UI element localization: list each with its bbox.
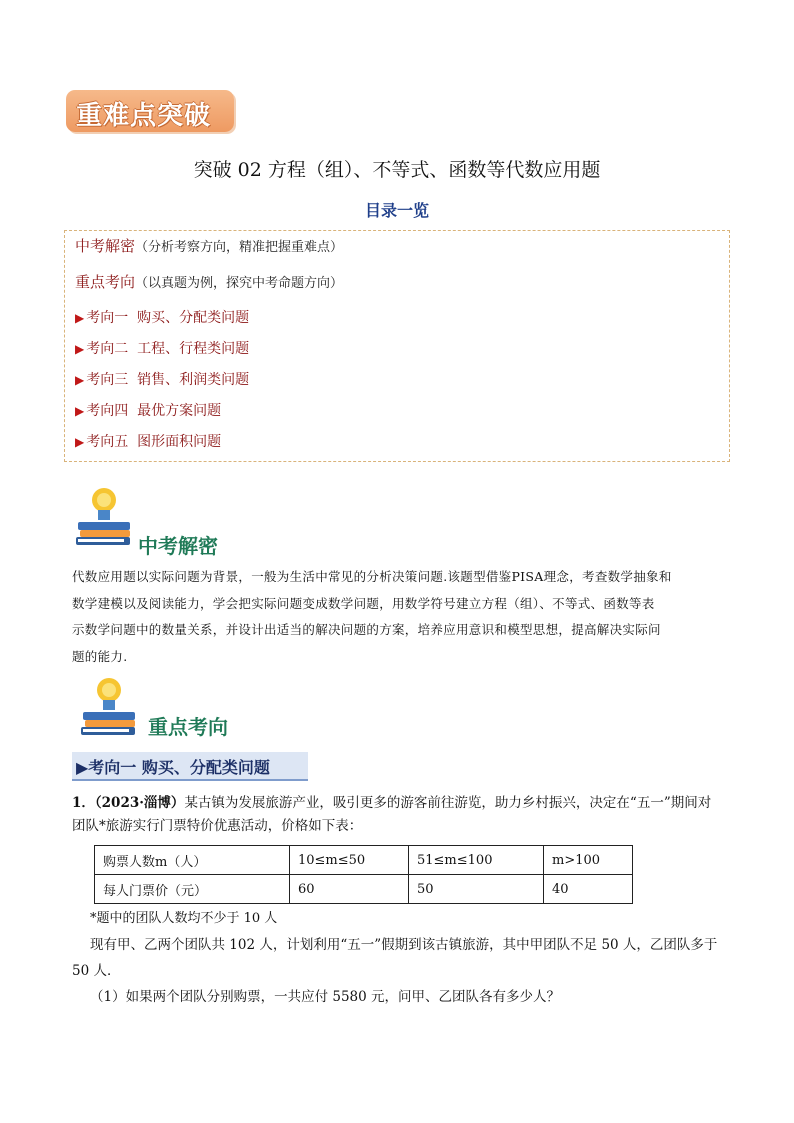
sub-question: （1）如果两个团队分别购票，一共应付 5580 元，问甲、乙团队各有多少人？ bbox=[90, 989, 561, 1005]
toc-heading: 目录一览 bbox=[364, 201, 429, 220]
triangle-bullet-icon: ▶ bbox=[75, 342, 85, 356]
table-cell: 购票人数m（人） bbox=[95, 846, 290, 875]
question-text: 某古镇为发展旅游产业，吸引更多的游客前往游览，助力乡村振兴，决定在“五一”期间对 bbox=[184, 795, 712, 811]
table-cell: 10≤m≤50 bbox=[290, 846, 409, 875]
topic-bar-text: ▶考向一 购买、分配类问题 bbox=[76, 758, 270, 777]
page-title: 突破 02 方程（组）、不等式、函数等代数应用题 bbox=[193, 159, 601, 181]
question-line bbox=[72, 793, 732, 814]
table-cell: m>100 bbox=[544, 846, 633, 875]
table-note: *题中的团队人数均不少于 10 人 bbox=[90, 911, 278, 926]
question-number: 1． bbox=[72, 795, 95, 811]
toc-item-text: 最优方案问题 bbox=[137, 403, 222, 419]
question-line: 团队*旅游实行门票特价优惠活动，价格如下表： bbox=[72, 818, 363, 834]
triangle-bullet-icon: ▶ bbox=[75, 404, 85, 418]
toc-head-1[interactable] bbox=[75, 235, 343, 256]
toc-box bbox=[64, 230, 730, 462]
table-cell: 40 bbox=[544, 875, 633, 904]
toc-item-text: 工程、行程类问题 bbox=[137, 341, 250, 357]
lightbulb-books-icon bbox=[80, 676, 142, 742]
toc-item-tag: 考向四 bbox=[86, 403, 129, 419]
section-title-decode: 中考解密 bbox=[138, 534, 218, 558]
toc-head-label: 重点考向 bbox=[75, 273, 136, 291]
toc-item-5[interactable] bbox=[75, 431, 221, 451]
toc-item-tag: 考向二 bbox=[86, 341, 129, 357]
table-cell: 每人门票价（元） bbox=[95, 875, 290, 904]
table-row bbox=[95, 875, 633, 904]
price-table bbox=[94, 845, 633, 904]
question-paragraph: 现有甲、乙两个团队共 102 人，计划利用“五一”假期到该古镇旅游，其中甲团队不足 50 人，乙团队多于 bbox=[90, 937, 718, 953]
intro-line: 示数学问题中的数量关系，并设计出适当的解决问题的方案，培养应用意识和模型思想，提高解决实际问 bbox=[72, 622, 661, 637]
topic-bar bbox=[72, 752, 308, 781]
toc-item-tag: 考向一 bbox=[86, 310, 129, 326]
triangle-bullet-icon: ▶ bbox=[75, 373, 85, 387]
triangle-bullet-icon: ▶ bbox=[75, 311, 85, 325]
section-title-focus: 重点考向 bbox=[148, 715, 228, 739]
table-cell: 60 bbox=[290, 875, 409, 904]
intro-line: 题的能力. bbox=[72, 648, 128, 664]
table-row bbox=[95, 846, 633, 875]
toc-item-text: 销售、利润类问题 bbox=[137, 372, 250, 388]
toc-item-2[interactable] bbox=[75, 338, 249, 358]
toc-head-label: 中考解密 bbox=[75, 237, 136, 255]
table-cell: 51≤m≤100 bbox=[409, 846, 544, 875]
intro-line: 数学建模以及阅读能力，学会把实际问题变成数学问题，用数学符号建立方程（组）、不等式、函数等表 bbox=[72, 595, 655, 611]
intro-paragraph bbox=[72, 564, 722, 670]
toc-head-note: （分析考察方向，精准把握重难点） bbox=[135, 240, 344, 255]
toc-head-note: （以真题为例，探究中考命题方向） bbox=[135, 276, 344, 291]
toc-item-tag: 考向三 bbox=[86, 372, 129, 388]
badge-text: 重难点突破 bbox=[76, 101, 212, 131]
intro-line: 代数应用题以实际问题为背景，一般为生活中常见的分析决策问题.该题型借鉴PISA理念，考查数学抽象和 bbox=[72, 569, 672, 584]
toc-head-2[interactable] bbox=[75, 271, 343, 292]
toc-item-4[interactable] bbox=[75, 400, 221, 420]
section-badge bbox=[66, 90, 234, 132]
toc-item-1[interactable] bbox=[75, 307, 249, 327]
triangle-bullet-icon: ▶ bbox=[75, 435, 85, 449]
table-cell: 50 bbox=[409, 875, 544, 904]
toc-item-3[interactable] bbox=[75, 369, 249, 389]
lightbulb-books-icon bbox=[76, 486, 136, 552]
question-paragraph: 50 人． bbox=[72, 963, 121, 979]
toc-item-text: 购买、分配类问题 bbox=[137, 310, 250, 326]
toc-item-tag: 考向五 bbox=[86, 434, 129, 450]
toc-item-text: 图形面积问题 bbox=[137, 434, 222, 450]
question-source: （2023·淄博） bbox=[94, 795, 185, 811]
